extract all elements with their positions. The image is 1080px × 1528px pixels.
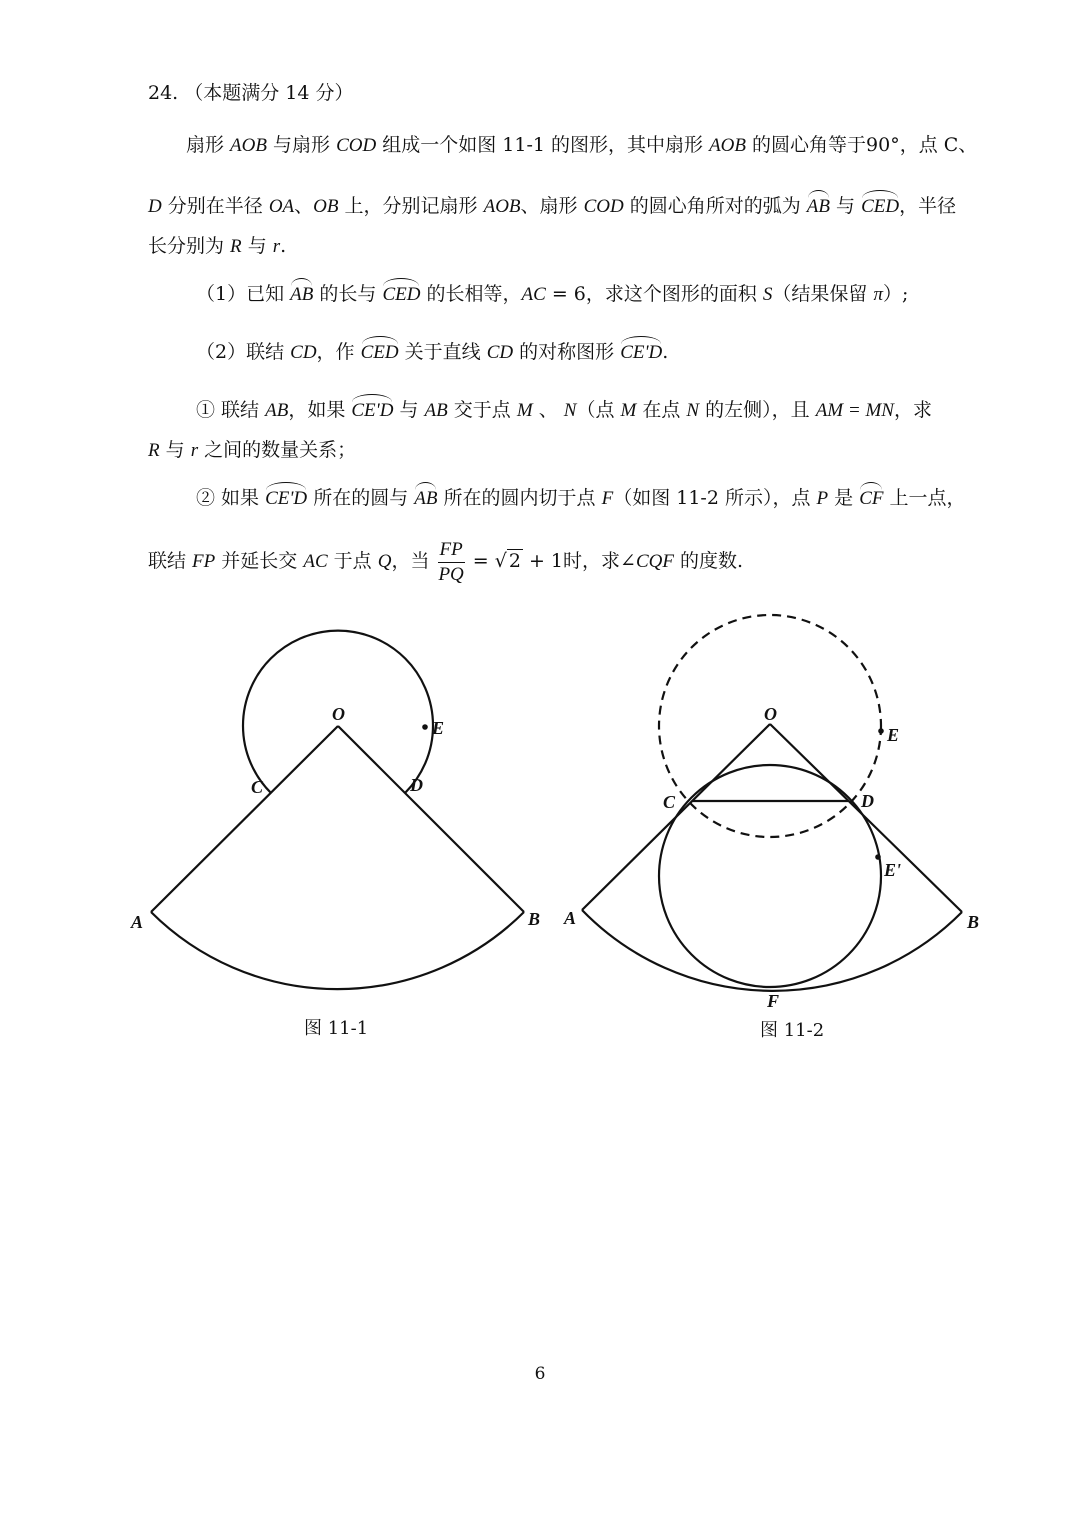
text: （点 — [576, 399, 621, 421]
text: 所在的圆与 — [307, 487, 415, 509]
math-R: R — [230, 236, 242, 257]
problem-number: 24. — [148, 82, 179, 104]
text: ）; — [883, 283, 909, 305]
circle-cepd — [659, 765, 881, 987]
label-o: O — [764, 704, 777, 724]
text: （2）联结 — [196, 341, 291, 363]
text: ，半径 — [899, 195, 957, 217]
math-P: P — [816, 488, 829, 509]
text: 与扇形 — [266, 134, 337, 156]
text: ，如果 — [288, 399, 352, 421]
math-ab: AB — [424, 400, 448, 421]
label-b: B — [967, 912, 980, 932]
arc-ab-shape — [582, 910, 962, 991]
text: 交于点 — [447, 399, 517, 421]
text: 的左侧），且 — [699, 399, 816, 421]
math-N: N — [686, 400, 700, 421]
text: + 1时，求∠ — [522, 550, 636, 572]
text: 、扇形 — [520, 195, 584, 217]
arc-cf: CF — [859, 482, 883, 512]
text: 长分别为 — [148, 235, 231, 257]
label-ep: E' — [884, 860, 902, 880]
label-d: D — [861, 791, 874, 811]
label-c: C — [663, 792, 676, 812]
sqrt-radicand: 2 — [508, 550, 521, 572]
label-f: F — [767, 991, 780, 1011]
math-s: S — [762, 284, 773, 305]
math-ob: OB — [313, 196, 339, 217]
text: 组成一个如图 11-1 的图形，其中扇形 — [376, 134, 710, 156]
math-M: M — [516, 400, 533, 421]
text: 的长与 — [313, 283, 383, 305]
math-ab: AB — [265, 400, 289, 421]
arc-cepd: CE'D — [620, 336, 662, 366]
text: 的度数. — [673, 550, 744, 572]
math-Q: Q — [377, 551, 392, 572]
math-ac: AC — [521, 284, 546, 305]
figure-11-1-caption: 图 11-1 — [304, 1018, 369, 1039]
math-F: F — [601, 488, 614, 509]
circle-ced-dashed — [659, 615, 881, 837]
text: （1）已知 — [196, 283, 291, 305]
problem-points: （本题满分 14 分） — [184, 82, 354, 104]
text: 上，分别记扇形 — [338, 195, 484, 217]
math-fp: FP — [192, 551, 216, 572]
math-pi: π — [873, 284, 883, 305]
radius-ob — [770, 724, 962, 912]
label-e: E — [887, 725, 900, 745]
text: 分别在半径 — [161, 195, 269, 217]
text: （如图 11-2 所示），点 — [613, 487, 817, 509]
label-a: A — [131, 912, 144, 932]
math-aob: AOB — [709, 135, 746, 156]
arc-ced: CED — [861, 190, 899, 220]
text: ，作 — [316, 341, 361, 363]
text: ，求 — [893, 399, 932, 421]
text: . — [280, 235, 287, 257]
text: 的长相等， — [420, 283, 522, 305]
text: 的圆心角等于90°，点 C、 — [746, 134, 978, 156]
point-e-dot — [878, 728, 884, 734]
math-oa: OA — [268, 196, 295, 217]
label-d: D — [410, 775, 423, 795]
fraction-numerator: FP — [438, 538, 465, 563]
arc-ab: AB — [807, 190, 830, 220]
text: 于点 — [327, 550, 378, 572]
math-M: M — [620, 400, 637, 421]
arc-ced: CED — [382, 278, 420, 308]
text: . — [662, 341, 669, 363]
math-equation: AM = MN — [815, 400, 894, 421]
text: 与 — [393, 399, 425, 421]
arc-ab: AB — [290, 278, 313, 308]
text: 并延长交 — [215, 550, 304, 572]
math-aob: AOB — [483, 196, 521, 217]
text: 上一点， — [883, 487, 966, 509]
math-cod: COD — [583, 196, 624, 217]
sqrt-sign: √ — [494, 550, 507, 572]
text: 的圆心角所对的弧为 — [623, 195, 807, 217]
label-a: A — [564, 908, 577, 928]
label-c: C — [251, 777, 264, 797]
arc-ced: CED — [361, 336, 399, 366]
text: 是 — [828, 487, 860, 509]
label-b: B — [528, 909, 541, 929]
math-cd: CD — [486, 342, 514, 363]
math-ac: AC — [303, 551, 328, 572]
text: 与 — [241, 235, 273, 257]
text: 的对称图形 — [513, 341, 621, 363]
math-N: N — [563, 400, 577, 421]
text: 联结 — [148, 550, 193, 572]
text: = 6，求这个图形的面积 — [545, 283, 763, 305]
text: 扇形 — [186, 134, 231, 156]
text: 、 — [532, 399, 564, 421]
point-ep-dot — [875, 854, 881, 860]
math-cd: CD — [290, 342, 317, 363]
text: ① 联结 — [196, 399, 266, 421]
math-cod: COD — [336, 135, 377, 156]
arc-cepd: CE'D — [351, 394, 393, 424]
arc-cepd: CE'D — [265, 482, 307, 512]
math-d: D — [148, 196, 162, 217]
text: ② 如果 — [196, 487, 266, 509]
text: 所在的圆内切于点 — [437, 487, 602, 509]
math-r: r — [190, 440, 199, 461]
math-r: r — [272, 236, 281, 257]
math-cqf: CQF — [635, 551, 674, 572]
fraction-denominator: PQ — [438, 563, 464, 585]
text: 与 — [830, 195, 862, 217]
text: 关于直线 — [398, 341, 487, 363]
text: 与 — [159, 439, 191, 461]
arc-ab: AB — [414, 482, 437, 512]
text: 在点 — [636, 399, 687, 421]
math-aob: AOB — [230, 135, 267, 156]
math-R: R — [148, 440, 160, 461]
text: （结果保留 — [772, 283, 874, 305]
figure-11-2-caption: 图 11-2 — [760, 1020, 825, 1041]
text: = — [466, 550, 495, 572]
label-o: O — [332, 704, 345, 724]
label-e: E — [432, 718, 445, 738]
text: 、 — [294, 195, 314, 217]
text: 之间的数量关系； — [198, 439, 357, 461]
text: ，当 — [391, 550, 436, 572]
page-number: 6 — [534, 1364, 546, 1384]
